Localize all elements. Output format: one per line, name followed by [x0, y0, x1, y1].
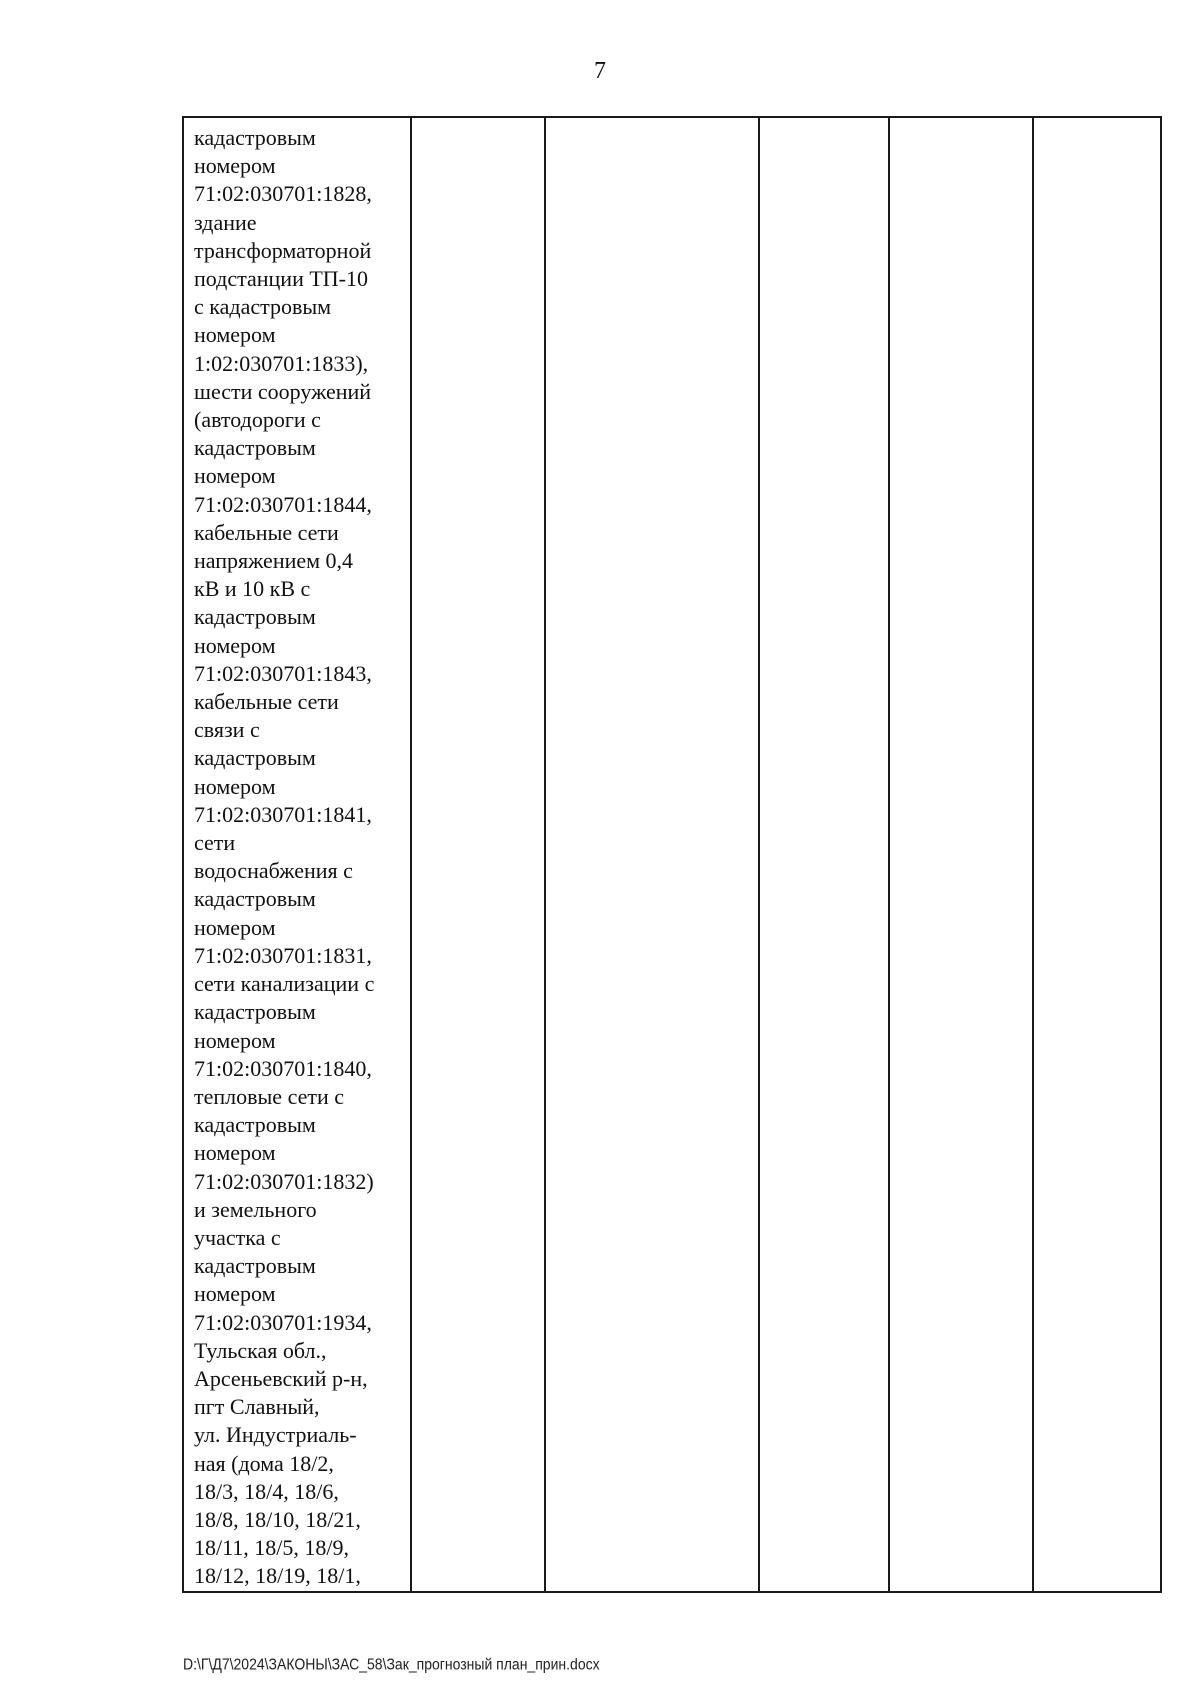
table-cell: [889, 117, 1033, 1592]
footer-file-path: D:\Г\Д7\2024\ЗАКОНЫ\ЗАС_58\Зак_прогнозный план_прин.docx: [183, 1655, 600, 1673]
table-cell-text: [546, 118, 758, 124]
table-cell-text: [412, 118, 544, 124]
table-cell: [1033, 117, 1161, 1592]
document-table: [182, 116, 1162, 1593]
page-number: 7: [594, 58, 606, 84]
table-row: [183, 117, 1161, 1592]
table-cell-text: [760, 118, 888, 124]
table-cell-text: [890, 118, 1032, 124]
table-cell-object-description: [183, 117, 411, 1592]
object-description-text: кадастровым номером 71:02:030701:1828, здание трансформаторной подстанции ТП-10 с кадастровым номером 1:02:030701:1833), шести сооружений (автодороги с кадастровым номером 71:02:030701:1844, кабельные сети напряжением 0,4 кВ и 10 кВ с кадастровым номером 71:02:030701:1843, кабельные сети связи с кадастровым номером 71:02:030701:1841, сети водоснабжения с кадастровым номером 71:02:030701:1831, сети канализации с кадастровым номером 71:02:030701:1840, тепловые сети с кадастровым номером 71:02:030701:1832) и земельного участка с кадастровым номером 71:02:030701:1934, Тульская обл., Арсеньевский р-н, пгт Славный, ул. Индустриаль- ная (дома 18/2, 18/3, 18/4, 18/6, 18/8, 18/10, 18/21, 18/11, 18/5, 18/9, 18/12, 18/19, 18/1,: [194, 125, 375, 1589]
table-cell: [545, 117, 759, 1592]
table-cell: [759, 117, 889, 1592]
table-cell: [411, 117, 545, 1592]
table-cell-text: [1034, 118, 1160, 124]
